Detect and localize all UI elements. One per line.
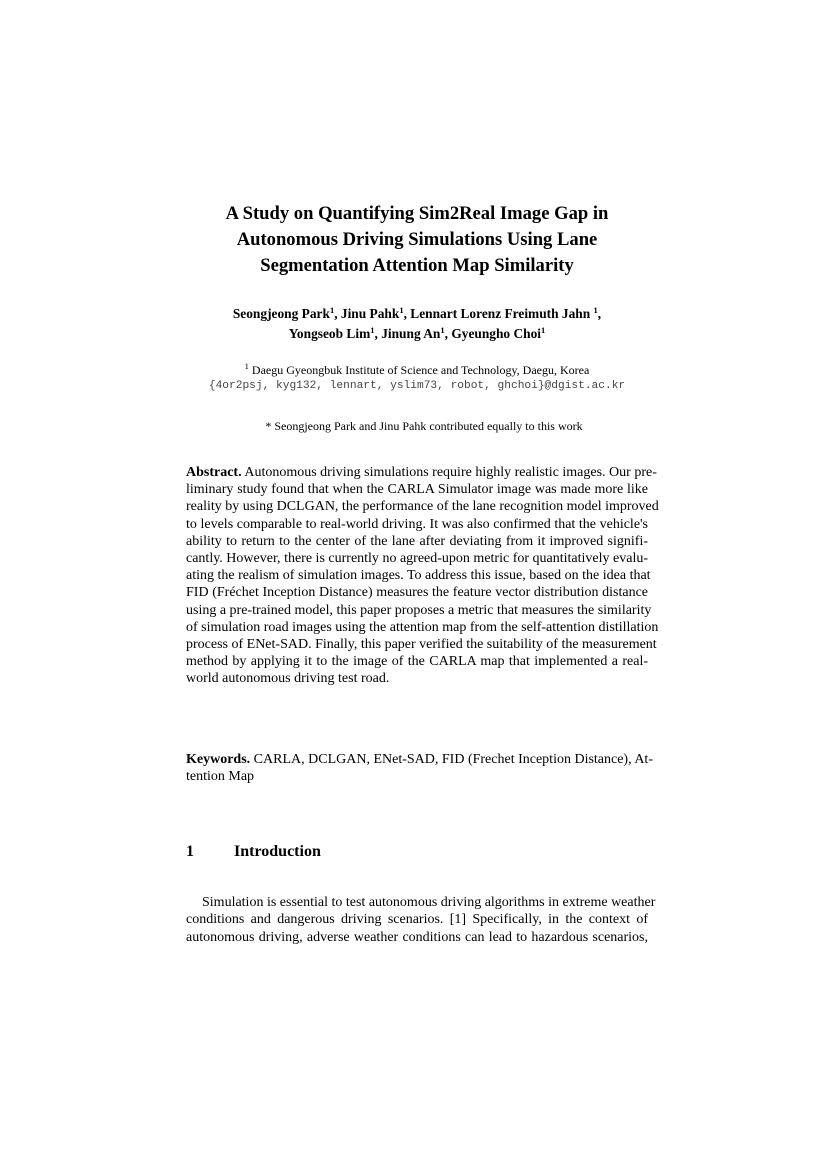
author-separator: , xyxy=(334,306,341,321)
body-line: autonomous driving, adverse weather conditions can lead to hazardous scenarios, xyxy=(186,929,648,945)
author-affil-mark: 1 xyxy=(399,305,404,315)
author-affil-mark: 1 xyxy=(440,325,445,335)
body-paragraph xyxy=(186,894,656,946)
title-line: Segmentation Attention Map Similarity xyxy=(260,255,574,276)
title-line: Autonomous Driving Simulations Using Lane xyxy=(236,229,598,250)
author-separator: , xyxy=(374,326,382,341)
abstract-line: ating the realism of simulation images. To address this issue, based on the idea that xyxy=(186,568,651,584)
abstract-line: ability to return to the center of the lane after deviating from it improved signifi- xyxy=(186,533,648,549)
paper-title xyxy=(186,201,648,279)
author-name: Seongjeong Park xyxy=(232,306,330,321)
section-number: 1 xyxy=(186,843,194,860)
abstract xyxy=(186,464,659,687)
keywords xyxy=(186,751,653,785)
abstract-text: Autonomous driving simulations require highly realistic images. Our pre- xyxy=(241,465,657,480)
body-line: conditions and dangerous driving scenarios. [1] Specifically, in the context of xyxy=(186,912,648,928)
affiliation-text: Daegu Gyeongbuk Institute of Science and Technology, Daegu, Korea xyxy=(248,363,590,377)
author-name: Jinung An xyxy=(381,326,441,341)
author-affil-mark: 1 xyxy=(329,305,335,315)
author-list xyxy=(186,304,648,344)
keywords-line: tention Map xyxy=(186,769,255,785)
author-affil-mark: 1 xyxy=(370,325,375,335)
author-name: Gyeungho Choi xyxy=(451,326,541,341)
affiliation-block xyxy=(150,362,684,394)
abstract-line: FID (Fréchet Inception Distance) measures the feature vector distribution distance xyxy=(186,585,648,601)
affiliation-line xyxy=(150,362,684,378)
abstract-line: of simulation road images using the attention map from the self-attention distillation xyxy=(186,619,659,635)
abstract-line: process of ENet-SAD. Finally, this paper verified the suitability of the measurement xyxy=(186,636,657,652)
author-name: Yongseob Lim xyxy=(288,326,371,341)
abstract-line: using a pre-trained model, this paper proposes a metric that measures the similarity xyxy=(186,602,652,618)
author-emails: {4or2psj, kyg132, lennart, yslim73, robot, ghchoi}@dgist.ac.kr xyxy=(208,380,626,392)
section-title: Introduction xyxy=(234,843,321,860)
author-separator: , xyxy=(444,326,452,341)
abstract-line: method by applying it to the image of the CARLA map that implemented a real- xyxy=(186,654,648,670)
author-name: Lennart Lorenz Freimuth Jahn xyxy=(410,306,594,321)
abstract-line: reality by using DCLGAN, the performance of the lane recognition model improved xyxy=(186,499,659,515)
author-line-2 xyxy=(186,324,648,344)
abstract-line: liminary study found that when the CARLA Simulator image was made more like xyxy=(186,482,648,498)
body-line: Simulation is essential to test autonomous driving algorithms in extreme weather xyxy=(202,895,656,910)
author-line-1 xyxy=(186,304,648,324)
author-separator: , xyxy=(403,306,411,321)
equal-contribution-note: * Seongjeong Park and Jinu Pahk contributed equally to this work xyxy=(265,419,583,433)
keywords-line xyxy=(186,751,653,768)
author-name: Jinu Pahk xyxy=(340,306,400,321)
abstract-label: Abstract. xyxy=(186,465,242,480)
section-heading xyxy=(186,842,648,862)
author-affil-mark: 1 xyxy=(593,305,598,315)
abstract-line: cantly. However, there is currently no agreed-upon metric for quantitatively evalu- xyxy=(186,550,648,566)
affiliation-mark: 1 xyxy=(244,361,249,371)
abstract-line: to levels comparable to real-world driving. It was also confirmed that the vehicle's xyxy=(186,516,648,532)
abstract-line: world autonomous driving test road. xyxy=(186,671,390,687)
title-line: A Study on Quantifying Sim2Real Image Gap in xyxy=(225,203,609,224)
author-separator: , xyxy=(597,306,602,321)
keywords-text: CARLA, DCLGAN, ENet-SAD, FID (Frechet Inception Distance), At- xyxy=(250,752,653,767)
abstract-line xyxy=(186,464,657,481)
keywords-label: Keywords. xyxy=(186,752,251,767)
author-affil-mark: 1 xyxy=(541,325,546,335)
